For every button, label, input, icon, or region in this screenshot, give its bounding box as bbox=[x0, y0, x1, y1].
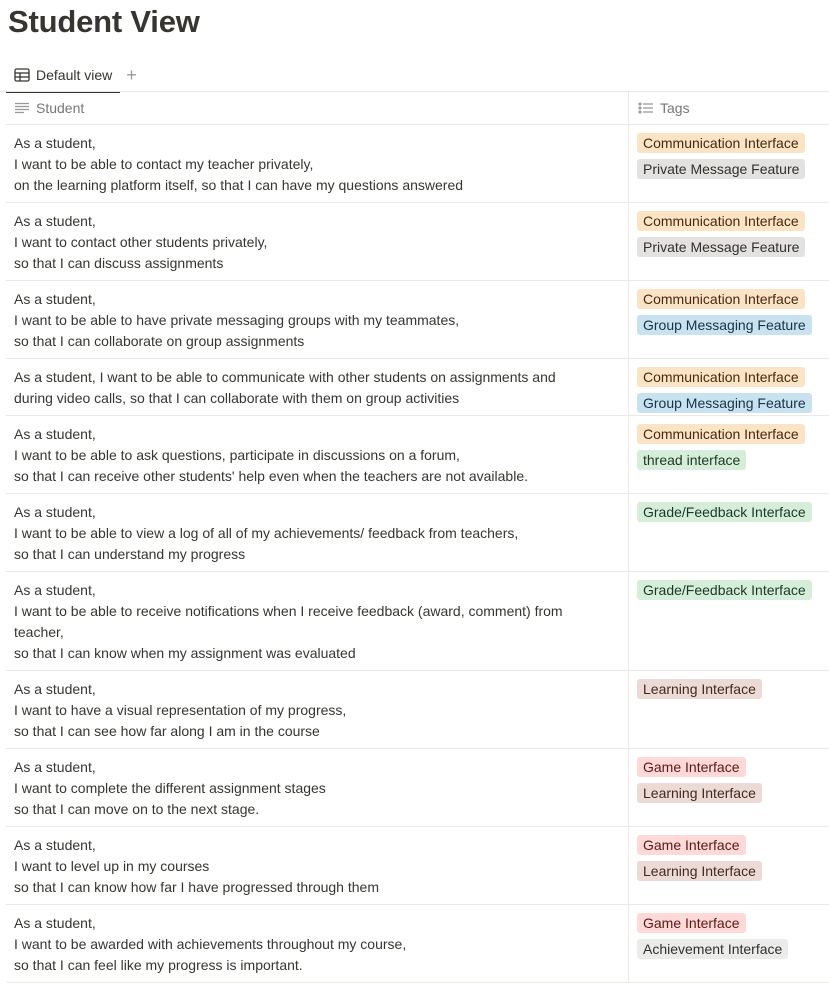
story-line: As a student, bbox=[14, 582, 96, 598]
story-line: As a student, bbox=[14, 291, 96, 307]
table-row[interactable] bbox=[6, 671, 829, 749]
tag-badge[interactable]: Game Interface bbox=[637, 913, 746, 933]
student-story-cell[interactable] bbox=[6, 671, 629, 748]
story-line: I want to be able to view a log of all of my achievements/ feedback from teachers, bbox=[14, 525, 519, 541]
table-row[interactable] bbox=[6, 203, 829, 281]
tag-badge[interactable]: Communication Interface bbox=[637, 367, 805, 387]
table-row[interactable] bbox=[6, 494, 829, 572]
tag-badge[interactable]: Communication Interface bbox=[637, 289, 805, 309]
story-line: I want to be able to contact my teacher privately, bbox=[14, 156, 314, 172]
tag-badge[interactable]: Grade/Feedback Interface bbox=[637, 580, 812, 600]
student-story-cell[interactable] bbox=[6, 281, 629, 358]
story-line: As a student, bbox=[14, 213, 96, 229]
table-header bbox=[6, 91, 829, 125]
tag-badge[interactable]: Group Messaging Feature bbox=[637, 393, 812, 413]
story-line: I want to be able to ask questions, participate in discussions on a forum, bbox=[14, 447, 460, 463]
tag-badge[interactable]: Achievement Interface bbox=[637, 939, 788, 959]
story-line: teacher, bbox=[14, 624, 64, 640]
tag-badge[interactable]: Private Message Feature bbox=[637, 237, 805, 257]
database-table bbox=[6, 91, 829, 983]
tag-badge[interactable]: Grade/Feedback Interface bbox=[637, 502, 812, 522]
table-row[interactable] bbox=[6, 359, 829, 416]
tab-default-view-label: Default view bbox=[36, 67, 113, 83]
story-line: As a student, I want to be able to communicate with other students on assignments and bbox=[14, 369, 556, 385]
story-line: so that I can feel like my progress is important. bbox=[14, 957, 303, 973]
table-body bbox=[6, 125, 829, 983]
tag-badge[interactable]: Group Messaging Feature bbox=[637, 315, 812, 335]
column-header-tags-label: Tags bbox=[660, 99, 690, 116]
story-line: so that I can collaborate on group assignments bbox=[14, 333, 305, 349]
tag-badge[interactable]: Communication Interface bbox=[637, 211, 805, 231]
tags-cell[interactable] bbox=[629, 359, 829, 415]
tag-badge[interactable]: Communication Interface bbox=[637, 133, 805, 153]
tag-badge[interactable]: thread interface bbox=[637, 450, 746, 470]
story-line: so that I can know how far I have progressed through them bbox=[14, 879, 379, 895]
story-line: As a student, bbox=[14, 504, 96, 520]
tags-cell[interactable] bbox=[629, 281, 829, 358]
story-line: so that I can discuss assignments bbox=[14, 255, 224, 271]
table-icon bbox=[14, 68, 30, 82]
story-line: I want to be able to have private messaging groups with my teammates, bbox=[14, 312, 460, 328]
table-row[interactable] bbox=[6, 572, 829, 671]
table-row[interactable] bbox=[6, 827, 829, 905]
tag-badge[interactable]: Communication Interface bbox=[637, 424, 805, 444]
story-line: so that I can understand my progress bbox=[14, 546, 246, 562]
tag-badge[interactable]: Game Interface bbox=[637, 757, 746, 777]
tags-cell[interactable] bbox=[629, 572, 829, 670]
tags-cell[interactable] bbox=[629, 494, 829, 571]
story-line: As a student, bbox=[14, 759, 96, 775]
tags-cell[interactable] bbox=[629, 749, 829, 826]
story-line: I want to level up in my courses bbox=[14, 858, 210, 874]
view-tabs bbox=[6, 58, 137, 92]
table-row[interactable] bbox=[6, 125, 829, 203]
tag-badge[interactable]: Game Interface bbox=[637, 835, 746, 855]
tag-badge[interactable]: Private Message Feature bbox=[637, 159, 805, 179]
page-title: Student View bbox=[8, 4, 200, 39]
story-line: on the learning platform itself, so that I can have my questions answered bbox=[14, 177, 464, 193]
story-line: so that I can see how far along I am in the course bbox=[14, 723, 320, 739]
story-line: so that I can move on to the next stage. bbox=[14, 801, 260, 817]
story-line: I want to be awarded with achievements throughout my course, bbox=[14, 936, 407, 952]
tags-cell[interactable] bbox=[629, 125, 829, 202]
story-line: I want to contact other students privately, bbox=[14, 234, 268, 250]
column-header-tags[interactable] bbox=[629, 91, 829, 124]
table-row[interactable] bbox=[6, 749, 829, 827]
story-line: I want to complete the different assignment stages bbox=[14, 780, 326, 796]
story-line: As a student, bbox=[14, 915, 96, 931]
tag-badge[interactable]: Learning Interface bbox=[637, 783, 762, 803]
story-line: As a student, bbox=[14, 426, 96, 442]
student-story-cell[interactable] bbox=[6, 572, 629, 670]
table-row[interactable] bbox=[6, 905, 829, 983]
student-story-cell[interactable] bbox=[6, 827, 629, 904]
tags-cell[interactable] bbox=[629, 827, 829, 904]
student-story-cell[interactable] bbox=[6, 749, 629, 826]
tab-default-view[interactable] bbox=[6, 59, 120, 92]
add-view-icon[interactable]: + bbox=[126, 65, 137, 85]
tags-cell[interactable] bbox=[629, 671, 829, 748]
student-story-cell[interactable] bbox=[6, 125, 629, 202]
tags-cell[interactable] bbox=[629, 416, 829, 493]
text-property-icon bbox=[14, 102, 30, 114]
tag-badge[interactable]: Learning Interface bbox=[637, 679, 762, 699]
story-line: I want to have a visual representation of my progress, bbox=[14, 702, 347, 718]
story-line: during video calls, so that I can collaborate with them on group activities bbox=[14, 390, 460, 406]
story-line: As a student, bbox=[14, 135, 96, 151]
tag-badge[interactable]: Learning Interface bbox=[637, 861, 762, 881]
story-line: I want to be able to receive notifications when I receive feedback (award, comment) from bbox=[14, 603, 563, 619]
column-header-student-label: Student bbox=[36, 99, 85, 116]
story-line: so that I can receive other students' help even when the teachers are not available. bbox=[14, 468, 528, 484]
column-header-student[interactable] bbox=[6, 91, 629, 124]
tags-cell[interactable] bbox=[629, 203, 829, 280]
table-row[interactable] bbox=[6, 281, 829, 359]
student-story-cell[interactable] bbox=[6, 359, 629, 415]
student-story-cell[interactable] bbox=[6, 416, 629, 493]
student-story-cell[interactable] bbox=[6, 494, 629, 571]
tags-cell[interactable] bbox=[629, 905, 829, 982]
table-row[interactable] bbox=[6, 416, 829, 494]
student-story-cell[interactable] bbox=[6, 203, 629, 280]
story-line: so that I can know when my assignment was evaluated bbox=[14, 645, 356, 661]
story-line: As a student, bbox=[14, 837, 96, 853]
multi-select-icon bbox=[638, 102, 654, 114]
student-story-cell[interactable] bbox=[6, 905, 629, 982]
story-line: As a student, bbox=[14, 681, 96, 697]
